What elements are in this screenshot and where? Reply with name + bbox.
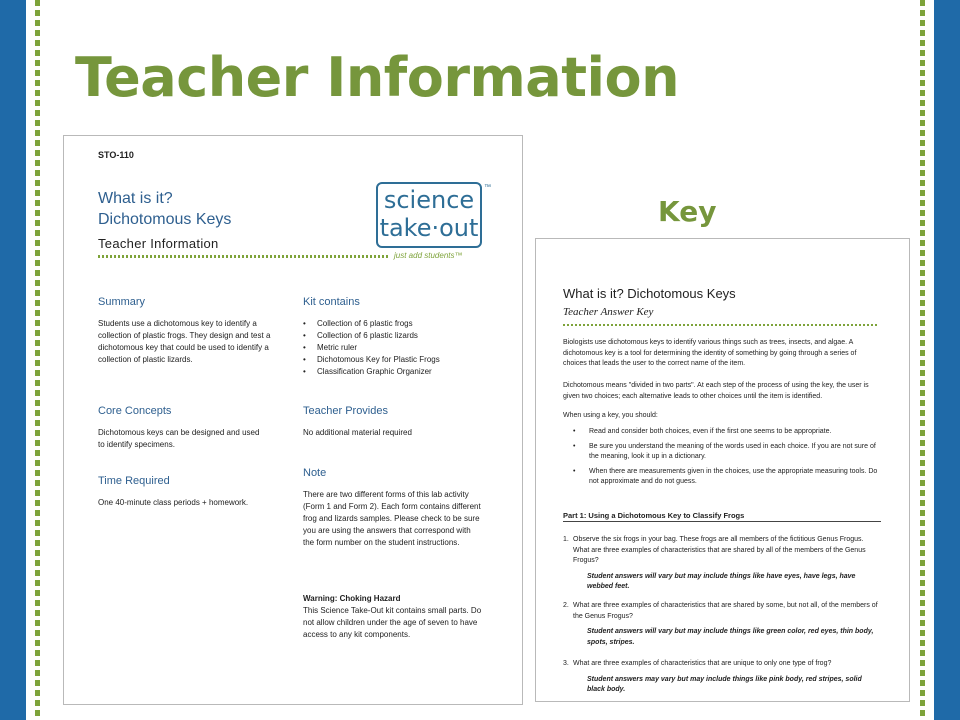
question-text: Observe the six frogs in your bag. These frogs are all members of the fictitious Genus Frogus. What are three examples of characteristics that are shared by all of the members of the Genus Frogus? <box>573 536 866 564</box>
instruction-item: • Read and consider both choices, even if the first one seems to be appropriate. <box>567 427 881 438</box>
question-answer: Student answers will vary but may include things like green color, red eyes, thin body, spots, stripes. <box>587 628 874 646</box>
left-frame-bar <box>0 0 26 720</box>
science-take-out-logo <box>376 182 482 248</box>
logo-tagline: just add students™ <box>394 251 463 260</box>
kit-item: • Collection of 6 plastic lizards <box>303 330 503 342</box>
question-text: What are three examples of characteristics that are unique to only one type of frog? <box>573 660 832 667</box>
kit-item: • Collection of 6 plastic frogs <box>303 318 503 330</box>
question-text: What are three examples of characteristics that are shared by some, but not all, of the members of the Genus Frogus? <box>573 602 878 620</box>
kit-contains-list <box>303 318 503 378</box>
key-label: Key <box>658 195 717 228</box>
core-concepts-heading: Core Concepts <box>98 405 172 417</box>
summary-text: Students use a dichotomous key to identify a collection of plastic frogs. They design and test a dichotomous key that could be used to identify a collection of plastic lizards. <box>98 319 271 364</box>
left-dotted-border <box>35 0 40 720</box>
teacher-provides-heading: Teacher Provides <box>303 405 388 417</box>
teacher-information-document <box>63 135 523 705</box>
question-number: 2. <box>563 602 569 609</box>
time-required-heading: Time Required <box>98 475 170 487</box>
document-title <box>98 188 231 230</box>
kit-item: • Dichotomous Key for Plastic Frogs <box>303 354 503 366</box>
question-item <box>563 601 881 648</box>
instruction-item: • Be sure you understand the meaning of the words used in each choice. If you are not sure of the meaning, look it up in a dictionary. <box>567 442 881 463</box>
document-subtitle: Teacher Information <box>98 236 219 251</box>
document-title-line1: What is it? <box>98 190 173 207</box>
warning-block <box>303 593 483 641</box>
right-frame-bar <box>934 0 960 720</box>
summary-heading: Summary <box>98 296 146 308</box>
kit-item: • Metric ruler <box>303 342 503 354</box>
instructions-list <box>563 427 881 492</box>
question-item <box>563 535 881 593</box>
dotted-divider <box>98 255 390 258</box>
slide-title: Teacher Information <box>75 46 680 109</box>
warning-text: This Science Take-Out kit contains small parts. Do not allow children under the age of seven to have access to any kit components. <box>303 606 482 639</box>
right-dotted-border <box>920 0 925 720</box>
logo-trademark: ™ <box>484 184 491 191</box>
note-heading: Note <box>303 467 327 479</box>
kit-item: • Classification Graphic Organizer <box>303 366 503 378</box>
part1-heading: Part 1: Using a Dichotomous Key to Classify Frogs <box>563 511 881 522</box>
logo-line1: science <box>383 186 475 214</box>
teacher-answer-key-document <box>535 238 910 702</box>
answer-key-subtitle: Teacher Answer Key <box>563 306 654 318</box>
instructions-lead: When using a key, you should: <box>563 412 658 419</box>
question-answer: Student answers will vary but may include things like have eyes, have legs, have webbed feet. <box>587 572 856 590</box>
kit-contains-heading: Kit contains <box>303 296 360 308</box>
answer-key-title: What is it? Dichotomous Keys <box>563 286 736 301</box>
question-number: 1. <box>563 536 569 543</box>
note-text: There are two different forms of this lab activity (Form 1 and Form 2). Each form contains different frog and lizards samples. Please check to be sure you are using the answers that correspond with the form number on the student instructions. <box>303 490 481 547</box>
logo-line2: take·out <box>379 214 479 242</box>
question-number: 3. <box>563 660 569 667</box>
instruction-item: • When there are measurements given in the choices, use the appropriate measuring tools. Do not approximate and do not guess. <box>567 467 881 488</box>
dotted-divider <box>563 324 879 326</box>
warning-heading: Warning: Choking Hazard <box>303 594 401 603</box>
core-concepts-text: Dichotomous keys can be designed and used to identify specimens. <box>98 428 260 449</box>
question-answer: Student answers may vary but may include things like pink body, red stripes, solid black body. <box>587 675 862 693</box>
document-title-line2: Dichotomous Keys <box>98 211 232 228</box>
time-required-text: One 40-minute class periods + homework. <box>98 498 249 507</box>
question-item <box>563 659 881 696</box>
document-code: STO-110 <box>98 150 134 160</box>
intro-paragraph: Biologists use dichotomous keys to identify various things such as trees, insects, and algae. A dichotomous key is a tool for determining the identity of something by going through a series of choices that leads the user to the correct name of the item. <box>563 339 857 367</box>
definition-paragraph: Dichotomous means "divided in two parts". At each step of the process of using the key, the user is given two choices; each alternative leads to other choices until the item is identified. <box>563 382 869 400</box>
teacher-provides-text: No additional material required <box>303 428 412 437</box>
